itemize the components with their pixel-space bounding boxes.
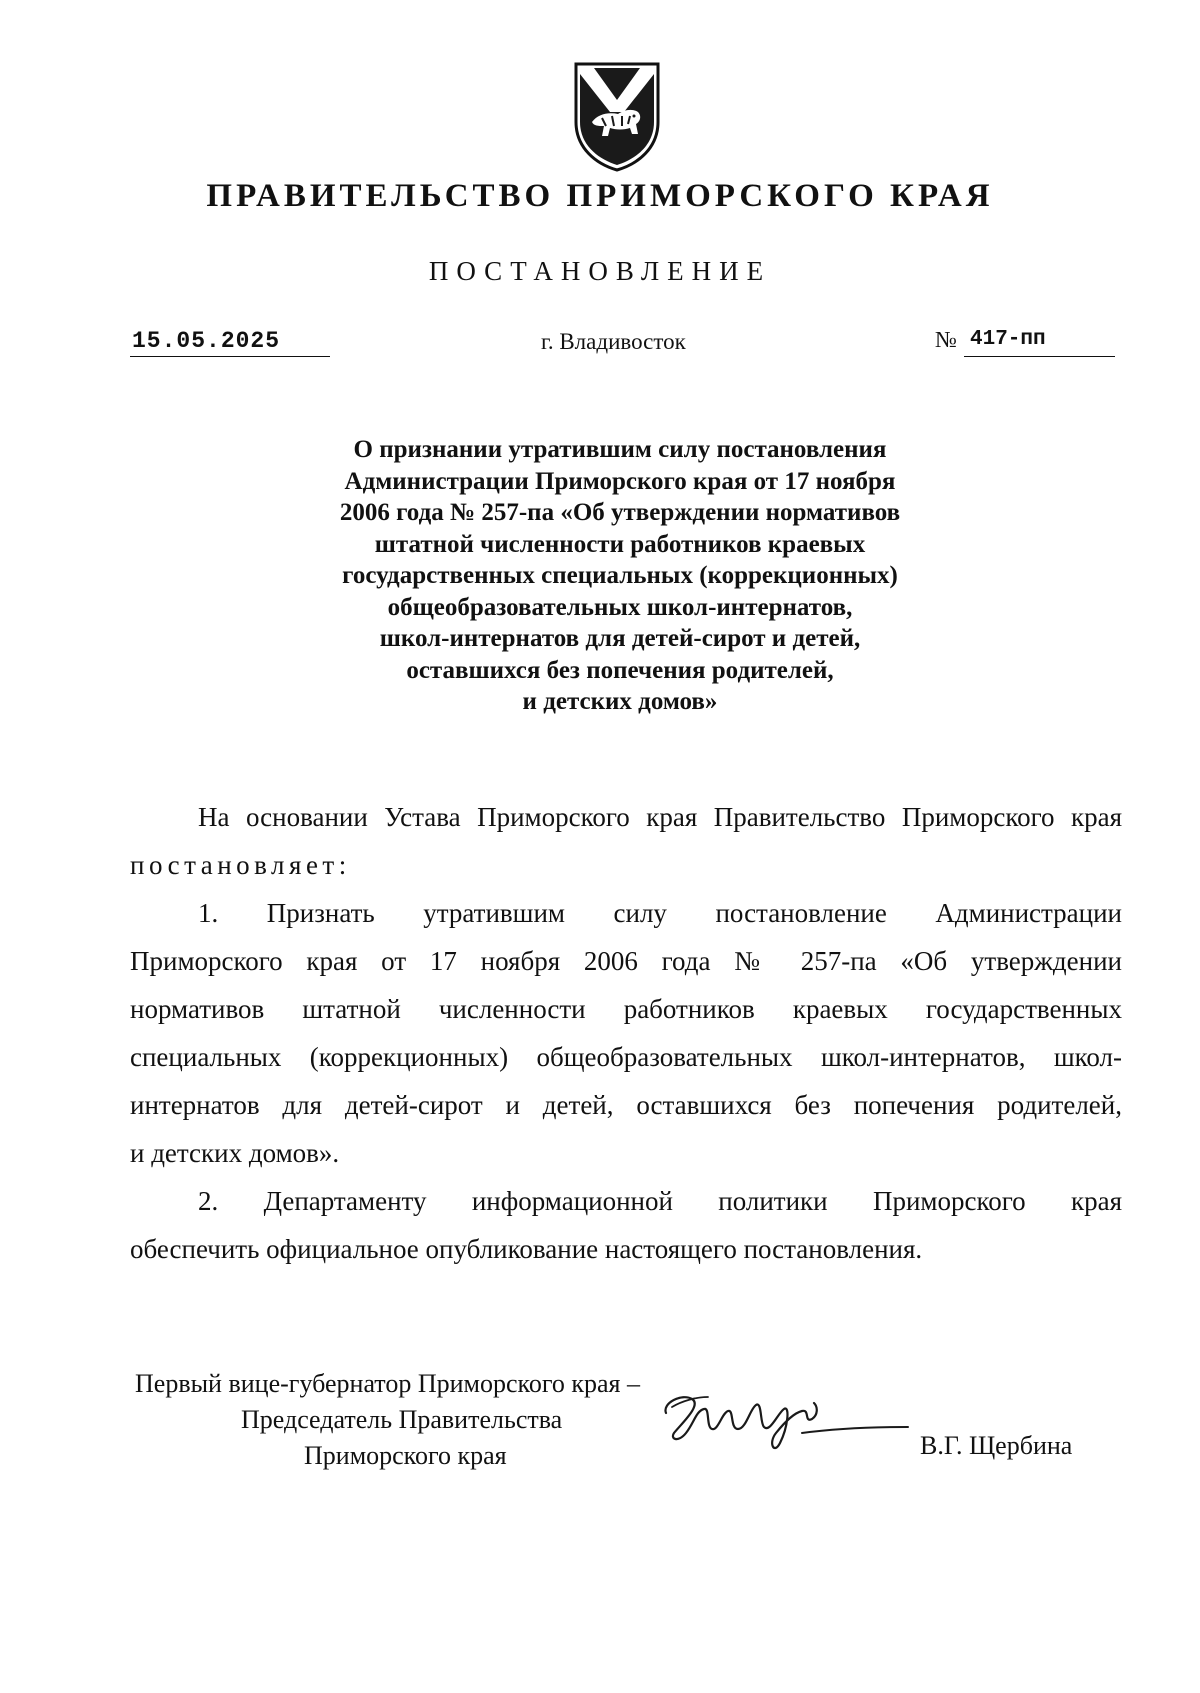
subject-line: Администрации Приморского края от 17 ноября — [344, 467, 896, 495]
preamble-decree-word: постановляет: — [130, 850, 351, 880]
preamble-line: На основании Устава Приморского края Правительство Приморского края — [198, 802, 1122, 832]
item-1-line: 1. Признать утратившим силу постановление Администрации — [198, 898, 1122, 928]
document-number: 417-пп — [964, 328, 1115, 357]
document-number-label: № — [935, 327, 957, 352]
document-subject — [290, 434, 950, 718]
subject-line: О признании утратившим силу постановления — [353, 436, 887, 463]
government-title: ПРАВИТЕЛЬСТВО ПРИМОРСКОГО КРАЯ — [206, 178, 994, 214]
item-2-line: 2. Департаменту информационной политики Приморского края — [198, 1186, 1122, 1216]
coat-of-arms-icon — [572, 60, 662, 174]
handwritten-signature — [652, 1383, 912, 1463]
subject-line: и детских домов» — [522, 688, 718, 715]
position-line: Первый вице-губернатор Приморского края – — [135, 1369, 640, 1398]
document-body — [130, 793, 1122, 1273]
position-line: Председатель Правительства — [241, 1405, 563, 1434]
document-type: ПОСТАНОВЛЕНИЕ — [428, 256, 772, 286]
item-1-line: интернатов для детей-сирот и детей, оставшихся без попечения родителей, — [130, 1090, 1122, 1120]
signatory-position — [135, 1366, 640, 1474]
subject-line: общеобразовательных школ-интернатов, — [387, 593, 853, 621]
subject-line: оставшихся без попечения родителей, — [406, 656, 834, 684]
document-city: г. Владивосток — [541, 329, 686, 354]
position-line: Приморского края — [304, 1441, 507, 1470]
item-1-line: специальных (коррекционных) общеобразовательных школ-интернатов, школ- — [130, 1042, 1122, 1072]
subject-line: школ-интернатов для детей-сирот и детей, — [379, 625, 861, 652]
document-date: 15.05.2025 — [130, 328, 330, 357]
signer-name: В.Г. Щербина — [920, 1431, 1073, 1460]
subject-line: государственных специальных (коррекционных) — [342, 562, 898, 589]
item-1-line: нормативов штатной численности работников краевых государственных — [130, 994, 1122, 1024]
item-1-line: Приморского края от 17 ноября 2006 года № 257-па «Об утверждении — [130, 946, 1122, 976]
subject-line: штатной численности работников краевых — [374, 530, 866, 558]
item-1-line: и детских домов». — [130, 1138, 340, 1168]
subject-line: 2006 года № 257-па «Об утверждении нормативов — [339, 499, 901, 526]
item-2-line: обеспечить официальное опубликование настоящего постановления. — [130, 1234, 923, 1264]
